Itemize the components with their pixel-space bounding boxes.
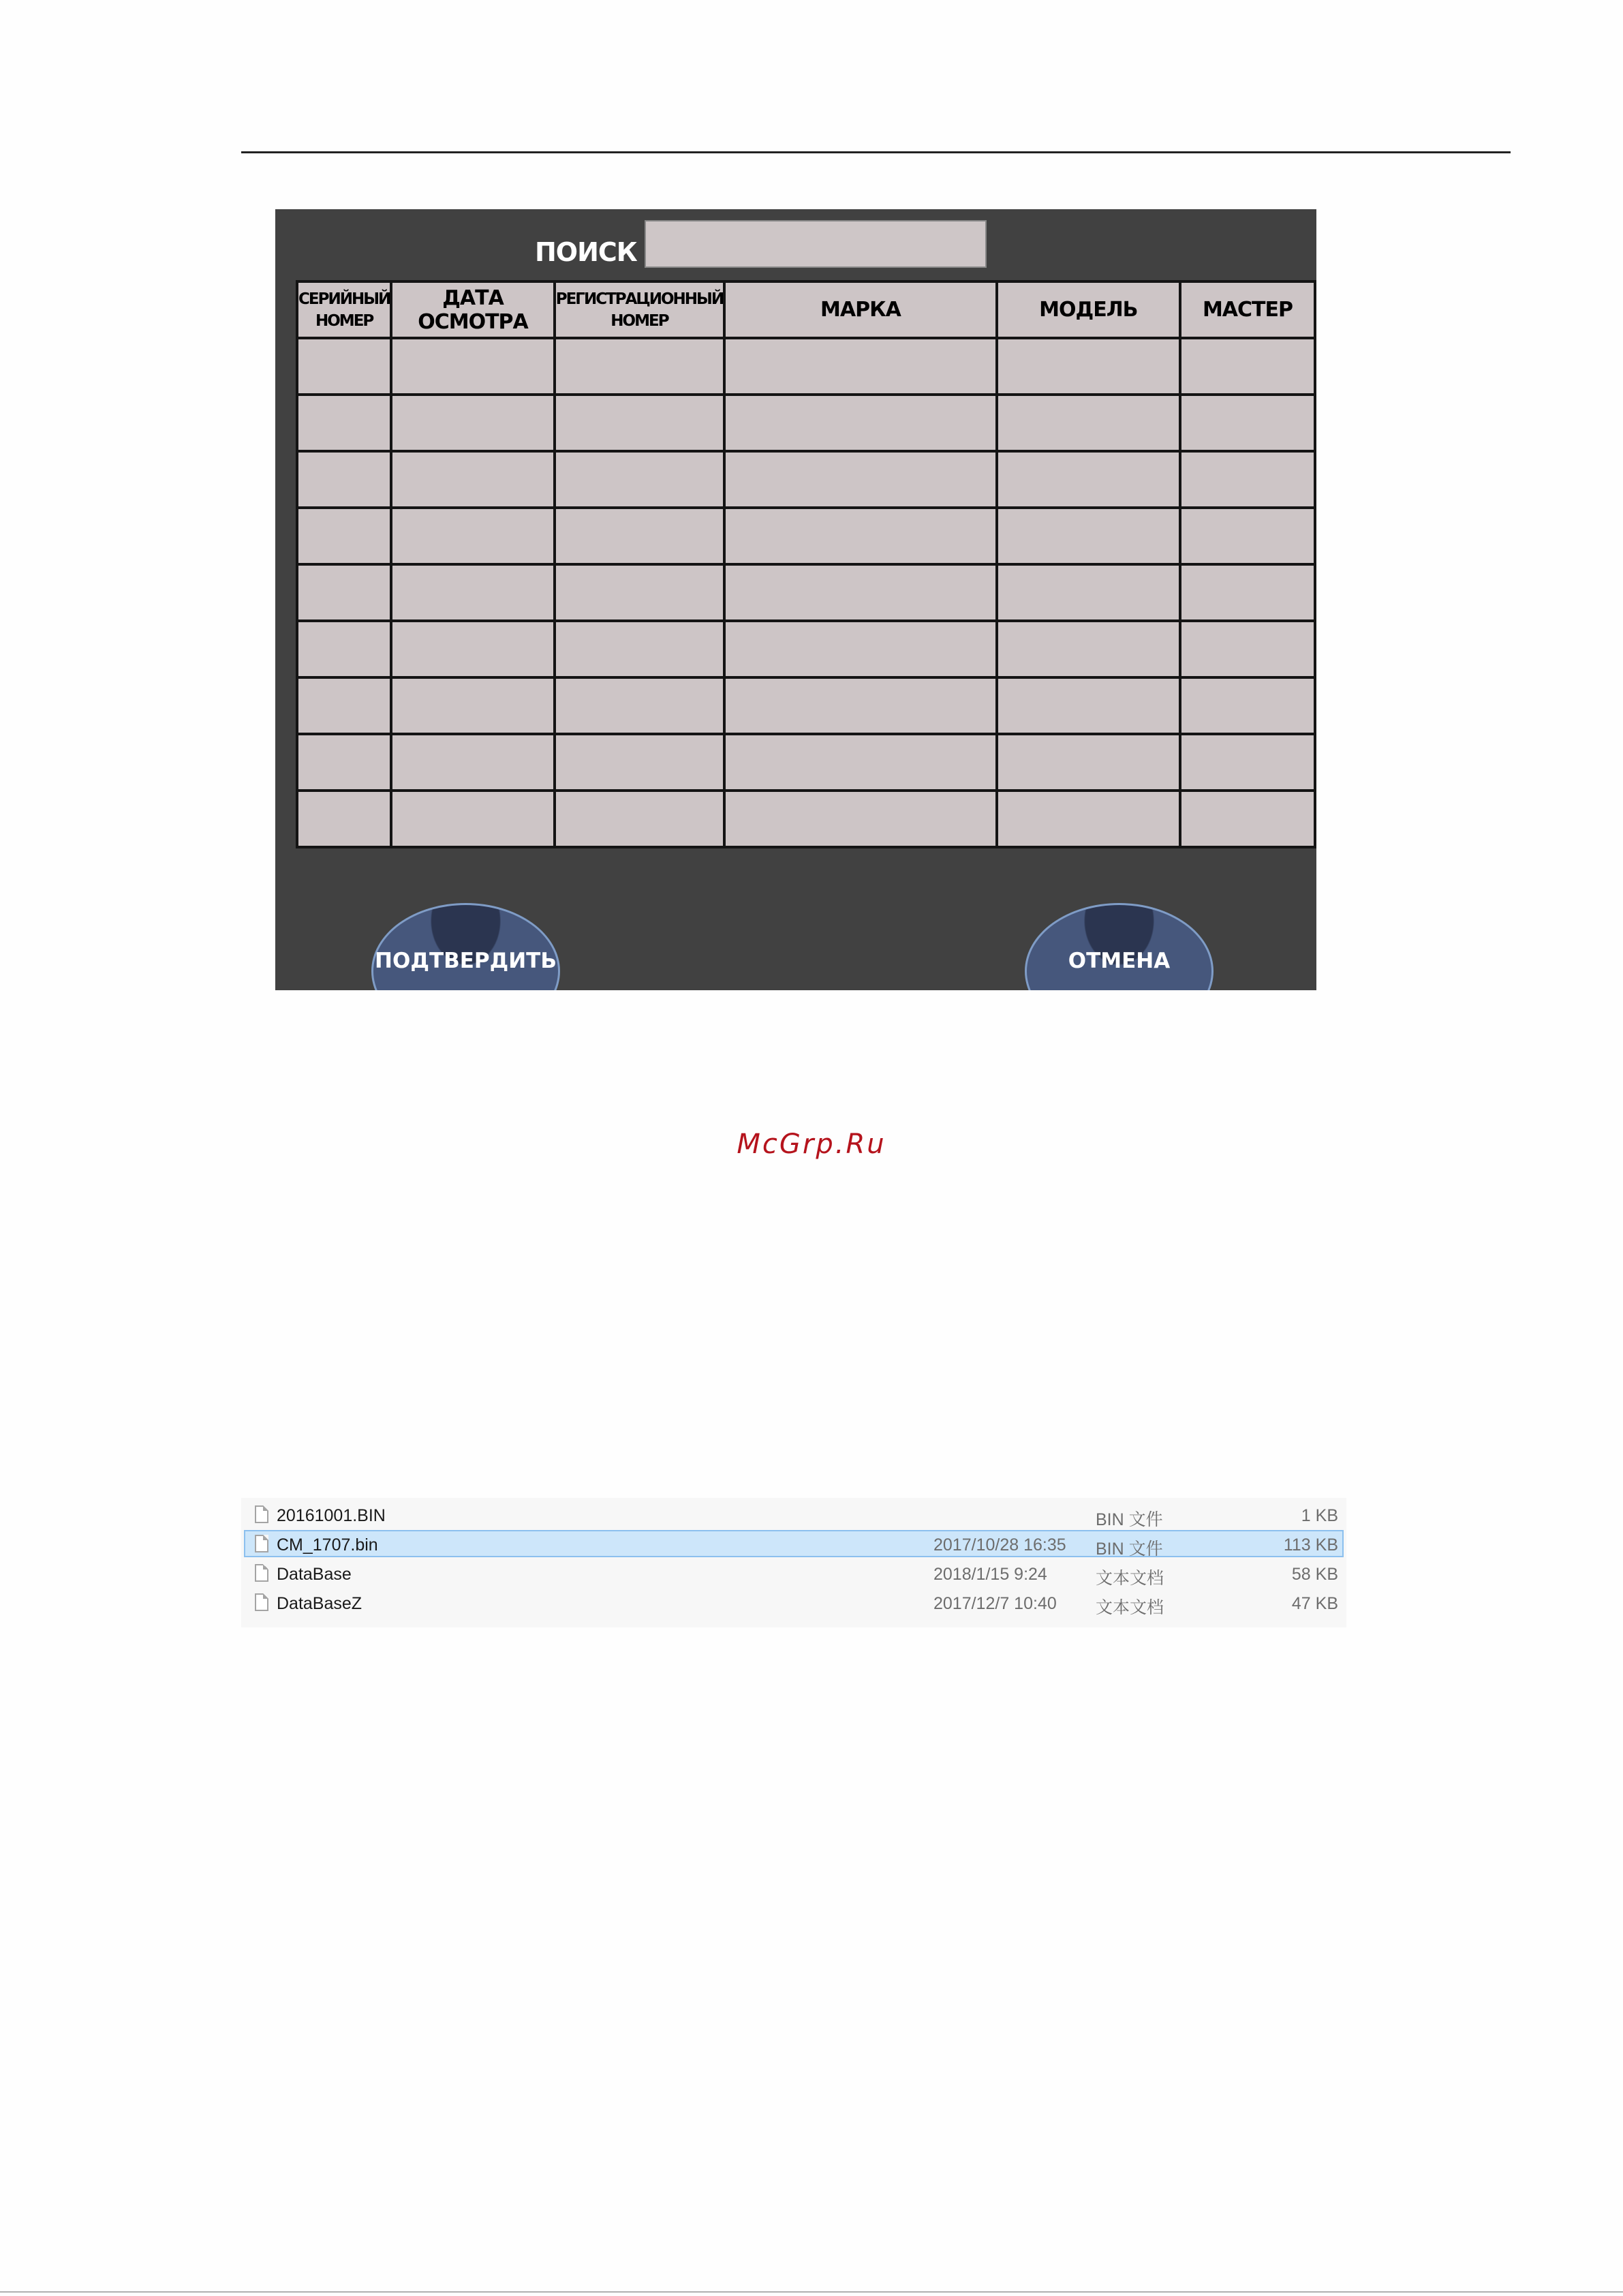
file-size: 58 KB bbox=[1291, 1565, 1338, 1584]
table-cell[interactable] bbox=[997, 791, 1180, 847]
file-type: BIN 文件 bbox=[1096, 1540, 1163, 1559]
table-row[interactable] bbox=[297, 677, 1315, 734]
table-cell[interactable] bbox=[391, 508, 554, 564]
table-cell[interactable] bbox=[297, 734, 391, 791]
table-cell[interactable] bbox=[997, 677, 1180, 734]
file-size: 47 KB bbox=[1291, 1594, 1338, 1613]
search-dialog bbox=[275, 209, 1316, 990]
table-cell[interactable] bbox=[724, 451, 997, 508]
search-label: ПОИСК bbox=[535, 237, 637, 267]
file-row[interactable] bbox=[244, 1589, 1344, 1616]
table-cell[interactable] bbox=[391, 791, 554, 847]
table-cell[interactable] bbox=[555, 564, 724, 621]
column-header-registration-number[interactable]: РЕГИСТРАЦИОННЫЙ НОМЕР bbox=[555, 281, 724, 338]
table-cell[interactable] bbox=[297, 564, 391, 621]
records-table bbox=[296, 280, 1316, 848]
table-cell[interactable] bbox=[555, 508, 724, 564]
file-row[interactable] bbox=[244, 1530, 1344, 1557]
table-cell[interactable] bbox=[1180, 791, 1315, 847]
table-cell[interactable] bbox=[297, 508, 391, 564]
search-input[interactable] bbox=[645, 220, 987, 268]
table-cell[interactable] bbox=[391, 564, 554, 621]
file-icon bbox=[255, 1593, 268, 1611]
table-cell[interactable] bbox=[997, 338, 1180, 395]
file-icon bbox=[255, 1505, 268, 1523]
table-cell[interactable] bbox=[1180, 677, 1315, 734]
file-name: CM_1707.bin bbox=[277, 1535, 378, 1555]
table-cell[interactable] bbox=[297, 677, 391, 734]
table-cell[interactable] bbox=[1180, 734, 1315, 791]
file-type: 文本文档 bbox=[1096, 1569, 1164, 1588]
table-cell[interactable] bbox=[724, 734, 997, 791]
confirm-button[interactable]: ПОДТВЕРДИТЬ bbox=[371, 903, 560, 990]
table-cell[interactable] bbox=[555, 791, 724, 847]
table-cell[interactable] bbox=[555, 451, 724, 508]
table-cell[interactable] bbox=[997, 564, 1180, 621]
table-body bbox=[297, 338, 1315, 847]
table-cell[interactable] bbox=[297, 395, 391, 451]
table-row[interactable] bbox=[297, 508, 1315, 564]
column-header-brand[interactable]: МАРКА bbox=[724, 281, 997, 338]
table-cell[interactable] bbox=[391, 338, 554, 395]
table-row[interactable] bbox=[297, 734, 1315, 791]
file-type: 文本文档 bbox=[1096, 1598, 1164, 1617]
table-cell[interactable] bbox=[297, 791, 391, 847]
table-cell[interactable] bbox=[555, 395, 724, 451]
top-divider bbox=[241, 151, 1511, 153]
table-cell[interactable] bbox=[1180, 451, 1315, 508]
file-name: DataBase bbox=[277, 1565, 352, 1584]
column-header-serial-number[interactable]: СЕРИЙНЫЙ НОМЕР bbox=[297, 281, 391, 338]
table-cell[interactable] bbox=[297, 621, 391, 677]
table-cell[interactable] bbox=[1180, 395, 1315, 451]
table-cell[interactable] bbox=[997, 734, 1180, 791]
table-cell[interactable] bbox=[724, 677, 997, 734]
file-row[interactable] bbox=[244, 1559, 1344, 1587]
table-cell[interactable] bbox=[391, 395, 554, 451]
file-date: 2017/12/7 10:40 bbox=[933, 1594, 1057, 1613]
file-name: DataBaseZ bbox=[277, 1594, 362, 1613]
table-row[interactable] bbox=[297, 338, 1315, 395]
table-cell[interactable] bbox=[391, 451, 554, 508]
table-cell[interactable] bbox=[1180, 564, 1315, 621]
table-cell[interactable] bbox=[724, 338, 997, 395]
table-row[interactable] bbox=[297, 395, 1315, 451]
file-type: BIN 文件 bbox=[1096, 1510, 1163, 1529]
cancel-button[interactable]: ОТМЕНА bbox=[1025, 903, 1214, 990]
table-cell[interactable] bbox=[724, 791, 997, 847]
table-cell[interactable] bbox=[555, 621, 724, 677]
column-header-model[interactable]: МОДЕЛЬ bbox=[997, 281, 1180, 338]
table-cell[interactable] bbox=[1180, 508, 1315, 564]
file-name: 20161001.BIN bbox=[277, 1506, 386, 1525]
table-cell[interactable] bbox=[1180, 621, 1315, 677]
table-cell[interactable] bbox=[297, 338, 391, 395]
table-row[interactable] bbox=[297, 791, 1315, 847]
watermark-text: McGrp.Ru bbox=[737, 1129, 886, 1160]
table-row[interactable] bbox=[297, 451, 1315, 508]
column-header-master[interactable]: МАСТЕР bbox=[1180, 281, 1315, 338]
table-cell[interactable] bbox=[997, 621, 1180, 677]
table-cell[interactable] bbox=[391, 621, 554, 677]
table-cell[interactable] bbox=[724, 564, 997, 621]
table-cell[interactable] bbox=[391, 677, 554, 734]
table-row[interactable] bbox=[297, 621, 1315, 677]
file-date: 2018/1/15 9:24 bbox=[933, 1565, 1047, 1584]
file-size: 113 KB bbox=[1283, 1535, 1338, 1555]
file-size: 1 KB bbox=[1301, 1506, 1338, 1525]
file-list bbox=[241, 1498, 1346, 1627]
table-cell[interactable] bbox=[724, 508, 997, 564]
table-cell[interactable] bbox=[1180, 338, 1315, 395]
file-row[interactable] bbox=[244, 1501, 1344, 1528]
table-cell[interactable] bbox=[997, 395, 1180, 451]
table-cell[interactable] bbox=[997, 508, 1180, 564]
file-date: 2017/10/28 16:35 bbox=[933, 1535, 1066, 1555]
table-cell[interactable] bbox=[555, 677, 724, 734]
table-cell[interactable] bbox=[297, 451, 391, 508]
table-cell[interactable] bbox=[997, 451, 1180, 508]
bottom-divider bbox=[0, 2291, 1623, 2293]
table-cell[interactable] bbox=[724, 395, 997, 451]
column-header-inspection-date[interactable]: ДАТА ОСМОТРА bbox=[391, 281, 554, 338]
table-cell[interactable] bbox=[555, 338, 724, 395]
file-icon bbox=[255, 1535, 268, 1552]
table-header-row bbox=[297, 281, 1315, 338]
table-row[interactable] bbox=[297, 564, 1315, 621]
table-cell[interactable] bbox=[555, 734, 724, 791]
table-cell[interactable] bbox=[391, 734, 554, 791]
table-cell[interactable] bbox=[724, 621, 997, 677]
file-icon bbox=[255, 1564, 268, 1582]
